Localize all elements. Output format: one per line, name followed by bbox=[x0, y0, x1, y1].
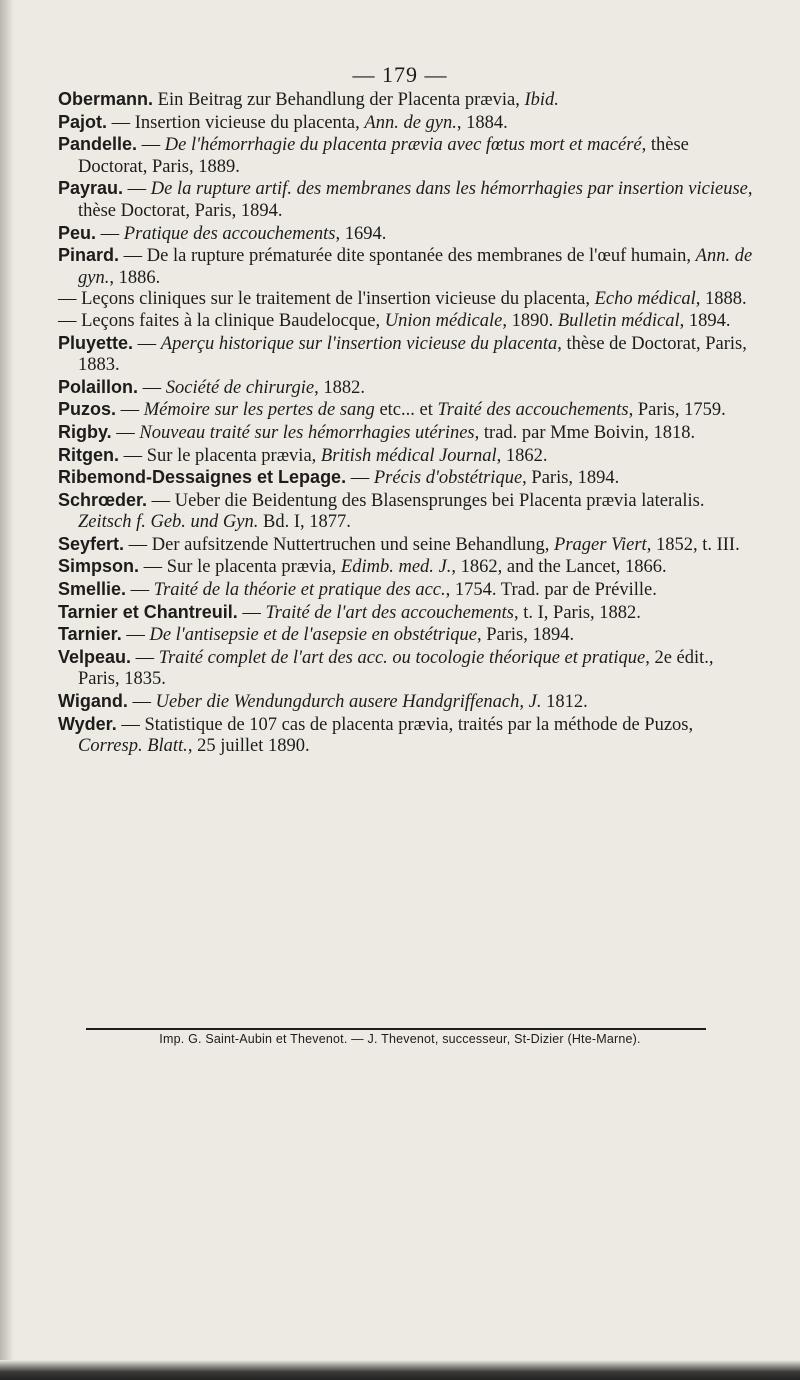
bibliography-entry bbox=[58, 445, 758, 468]
bibliography-entry bbox=[58, 289, 758, 311]
entry-text: — Ueber die Wendungdurch ausere Handgriffenach, J. 1812. bbox=[132, 692, 588, 713]
bibliography-entry bbox=[58, 556, 758, 579]
bibliography-entry bbox=[58, 333, 758, 377]
bibliography-entry bbox=[58, 624, 758, 647]
bibliography-entry bbox=[58, 534, 758, 557]
entry-author: Obermann. bbox=[58, 89, 154, 109]
entry-text: — Société de chirurgie, 1882. bbox=[142, 377, 365, 398]
entry-text: — Mémoire sur les pertes de sang etc... et Traité des accouchements, Paris, 1759. bbox=[120, 400, 726, 421]
bibliography-entry bbox=[58, 377, 758, 400]
entry-text: — Traité de la théorie et pratique des acc., 1754. Trad. par de Préville. bbox=[130, 580, 657, 601]
entry-text: — Sur le placenta prævia, British médical Journal, 1862. bbox=[123, 445, 548, 466]
bibliography-entry bbox=[58, 134, 758, 178]
entry-text: — Der aufsitzende Nuttertruchen und seine Behandlung, Prager Viert, 1852, t. III. bbox=[128, 534, 740, 555]
bibliography-entry bbox=[58, 178, 758, 222]
entry-text: — Nouveau traité sur les hémorrhagies utérines, trad. par Mme Boivin, 1818. bbox=[116, 422, 696, 443]
entry-text: Ein Beitrag zur Behandlung der Placenta prævia, Ibid. bbox=[157, 90, 559, 110]
footer-rule bbox=[86, 1028, 706, 1030]
entry-text: — Sur le placenta prævia, Edimb. med. J., 1862, and the Lancet, 1866. bbox=[143, 557, 667, 578]
entry-author: Rigby. bbox=[58, 421, 112, 442]
entry-text: — Insertion vicieuse du placenta, Ann. de gyn., 1884. bbox=[111, 112, 508, 133]
entry-author: Smellie. bbox=[58, 579, 127, 600]
entry-text: — Pratique des accouchements, 1694. bbox=[100, 223, 387, 244]
bibliography-entry bbox=[58, 714, 758, 758]
entry-text: — Traité complet de l'art des acc. ou tocologie théorique et pratique, 2e édit., Paris, 1835. bbox=[78, 647, 714, 690]
entry-author: Simpson. bbox=[58, 556, 140, 577]
entry-author: Payrau. bbox=[58, 178, 124, 199]
bibliography-entry bbox=[58, 112, 758, 135]
entry-author: Tarnier et Chantreuil. bbox=[58, 601, 238, 622]
entry-author: Pandelle. bbox=[58, 134, 138, 155]
entry-text: — Ueber die Beidentung des Blasensprunges bei Placenta prævia lateralis. Zeitsch f. Geb. und Gyn. Bd. I, 1877. bbox=[78, 490, 705, 533]
bibliography-entry bbox=[58, 691, 758, 714]
entry-author: Seyfert. bbox=[58, 533, 125, 554]
entry-text: — Statistique de 107 cas de placenta prævia, traités par la méthode de Puzos, Corresp. Blatt., 25 juillet 1890. bbox=[78, 714, 694, 757]
entry-author: Polaillon. bbox=[58, 376, 139, 397]
printer-imprint: Imp. G. Saint-Aubin et Thevenot. — J. Thevenot, successeur, St-Dizier (Hte-Marne). bbox=[159, 1032, 641, 1046]
page-bottom-edge bbox=[0, 1360, 800, 1380]
entry-text: — De l'antisepsie et de l'asepsie en obstétrique, Paris, 1894. bbox=[126, 625, 575, 646]
entry-text: — Leçons cliniques sur le traitement de l'insertion vicieuse du placenta, Echo médical, 1888. bbox=[58, 289, 747, 310]
page-edge-shadow bbox=[0, 0, 14, 1380]
entry-author: Ribemond-Dessaignes et Lepage. bbox=[58, 467, 347, 488]
entry-author: Velpeau. bbox=[58, 646, 132, 667]
bibliography-entry bbox=[58, 89, 758, 112]
entry-text: — De l'hémorrhagie du placenta prævia avec fœtus mort et macéré, thèse Doctorat, Paris, 1889. bbox=[78, 135, 689, 177]
entry-author: Ritgen. bbox=[58, 444, 119, 465]
bibliography-list bbox=[58, 89, 758, 758]
page-number: — 179 — bbox=[352, 62, 448, 87]
entry-author: Wyder. bbox=[58, 713, 117, 734]
entry-text: — Traité de l'art des accouchements, t. I, Paris, 1882. bbox=[242, 602, 641, 623]
entry-author: Wigand. bbox=[58, 691, 128, 712]
bibliography-entry bbox=[58, 223, 758, 246]
bibliography-entry bbox=[58, 579, 758, 602]
bibliography-entry bbox=[58, 647, 758, 691]
bibliography-entry bbox=[58, 422, 758, 445]
entry-author: Pluyette. bbox=[58, 332, 134, 353]
bibliography-entry bbox=[58, 399, 758, 422]
entry-author: Puzos. bbox=[58, 399, 117, 420]
entry-text: — De la rupture artif. des membranes dans les hémorrhagies par insertion vicieuse, thèse Doctorat, Paris, 1894. bbox=[78, 179, 753, 221]
entry-author: Pajot. bbox=[58, 111, 108, 132]
bibliography-entry bbox=[58, 490, 758, 534]
entry-text: — Précis d'obstétrique, Paris, 1894. bbox=[350, 468, 620, 489]
bibliography-entry bbox=[58, 467, 758, 490]
bibliography-entry bbox=[58, 245, 758, 289]
entry-text: — Aperçu historique sur l'insertion vicieuse du placenta, thèse de Doctorat, Paris, 1883. bbox=[78, 333, 747, 376]
entry-text: — De la rupture prématurée dite spontanée des membranes de l'œuf humain, Ann. de gyn., 1886. bbox=[78, 246, 753, 288]
entry-author: Tarnier. bbox=[58, 624, 122, 645]
entry-author: Peu. bbox=[58, 222, 97, 243]
bibliography-entry bbox=[58, 602, 758, 625]
entry-author: Pinard. bbox=[58, 245, 120, 266]
entry-text: — Leçons faites à la clinique Baudelocque, Union médicale, 1890. Bulletin médical, 1894. bbox=[58, 310, 731, 331]
entry-author: Schrœder. bbox=[58, 489, 148, 510]
bibliography-entry bbox=[58, 311, 758, 333]
